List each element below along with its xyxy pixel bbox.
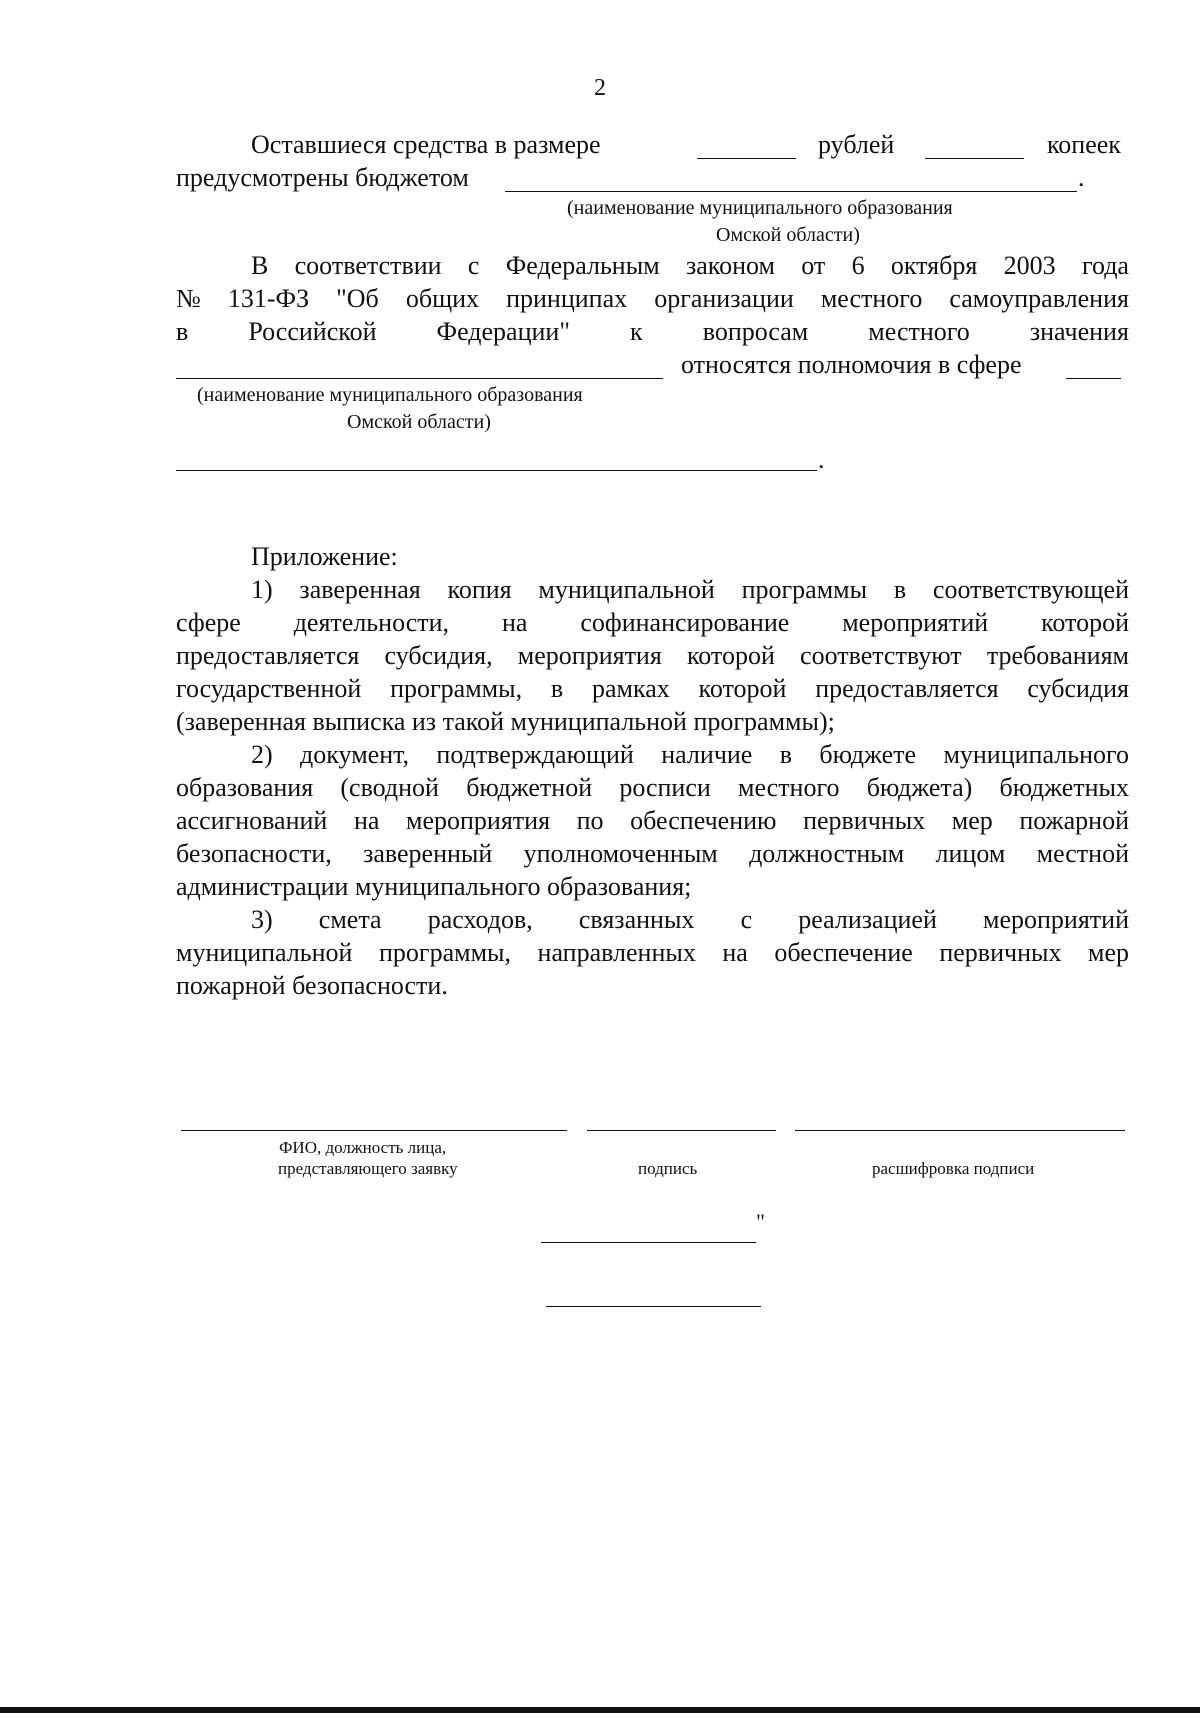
appendix-item-3-line-2: муниципальной программы, направленных на обеспечение первичных мер bbox=[176, 938, 1129, 967]
appendix-item-1-line-2: сфере деятельности, на софинансирование мероприятий которой bbox=[176, 608, 1129, 637]
sphere-blank-1 bbox=[1066, 378, 1121, 379]
law-line-1: В соответствии с Федеральным законом от 6 октября 2003 года bbox=[251, 251, 1129, 280]
signature-decoding-line bbox=[795, 1130, 1125, 1131]
appendix-item-3-line-3: пожарной безопасности. bbox=[176, 971, 448, 1000]
fio-signature-line bbox=[181, 1130, 567, 1131]
law-municipality-caption-line2: Омской области) bbox=[347, 411, 491, 433]
budget-municipality-blank bbox=[505, 191, 1077, 192]
kopecks-label: копеек bbox=[1047, 130, 1121, 159]
appendix-item-2-line-3: ассигнований на мероприятия по обеспечению первичных мер пожарной bbox=[176, 806, 1129, 835]
remaining-funds-label: Оставшиеся средства в размере bbox=[251, 130, 601, 159]
signature-decoding-caption: расшифровка подписи bbox=[872, 1159, 1035, 1178]
appendix-item-1-line-4: государственной программы, в рамках которой предоставляется субсидия bbox=[176, 674, 1129, 703]
law-municipality-blank bbox=[176, 378, 663, 379]
municipality-caption-line2: Омской области) bbox=[716, 224, 860, 246]
appendix-item-2-line-4: безопасности, заверенный уполномоченным должностным лицом местной bbox=[176, 839, 1129, 868]
signature-line bbox=[587, 1130, 776, 1131]
date-line bbox=[541, 1242, 756, 1243]
appendix-item-1-line-1: 1) заверенная копия муниципальной программы в соответствующей bbox=[251, 575, 1129, 604]
appendix-item-1-line-3: предоставляется субсидия, мероприятия которой соответствуют требованиям bbox=[176, 641, 1129, 670]
appendix-item-2-line-1: 2) документ, подтверждающий наличие в бюджете муниципального bbox=[251, 740, 1129, 769]
rubles-label: рублей bbox=[818, 130, 895, 159]
appendix-item-2-line-5: администрации муниципального образования; bbox=[176, 872, 692, 901]
law-municipality-caption-line1: (наименование муниципального образования bbox=[197, 384, 583, 406]
sphere-blank-2 bbox=[176, 470, 817, 471]
appendix-item-1-line-5: (заверенная выписка из такой муниципальной программы); bbox=[176, 707, 835, 736]
appendix-item-3-line-1: 3) смета расходов, связанных с реализацией мероприятий bbox=[251, 905, 1129, 934]
law-line-2: № 131-ФЗ "Об общих принципах организации местного самоуправления bbox=[176, 284, 1129, 313]
budget-dot: . bbox=[1078, 163, 1085, 192]
sphere-dot: . bbox=[818, 445, 825, 474]
kopecks-blank bbox=[925, 158, 1024, 159]
budget-label: предусмотрены бюджетом bbox=[176, 163, 469, 192]
law-line-3: в Российской Федерации" к вопросам местного значения bbox=[176, 317, 1129, 346]
municipality-caption-line1: (наименование муниципального образования bbox=[567, 197, 953, 219]
date-line-2 bbox=[546, 1306, 761, 1307]
rubles-blank bbox=[697, 158, 796, 159]
powers-sphere-label: относятся полномочия в сфере bbox=[681, 350, 1022, 379]
appendix-title: Приложение: bbox=[251, 542, 398, 571]
date-quote-mark: " bbox=[756, 1209, 765, 1234]
fio-caption-line2: представляющего заявку bbox=[278, 1159, 458, 1178]
scan-bottom-edge bbox=[0, 1707, 1200, 1713]
appendix-item-2-line-2: образования (сводной бюджетной росписи местного бюджета) бюджетных bbox=[176, 773, 1129, 802]
fio-caption-line1: ФИО, должность лица, bbox=[279, 1138, 447, 1157]
signature-caption: подпись bbox=[638, 1159, 698, 1178]
page-number: 2 bbox=[594, 75, 606, 101]
